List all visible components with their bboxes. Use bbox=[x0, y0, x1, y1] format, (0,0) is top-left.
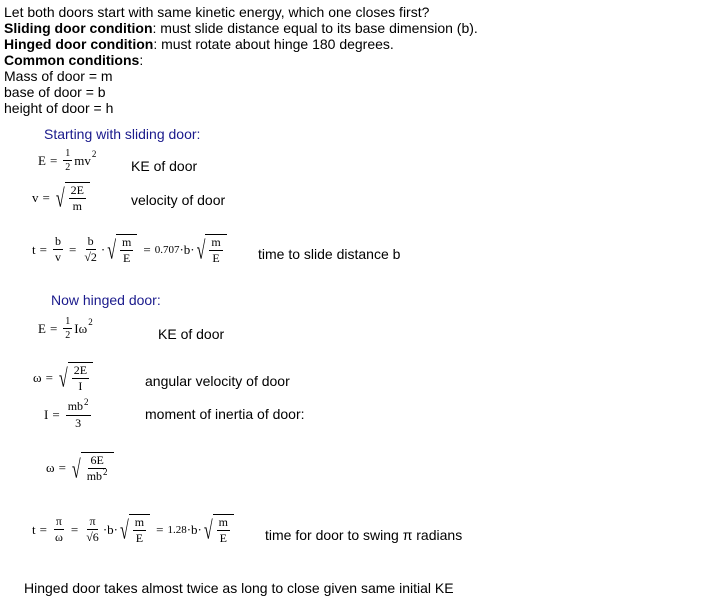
question-text: Let both doors start with same kinetic energy, which one closes first? bbox=[4, 4, 430, 20]
hinged-time-label: time for door to swing π radians bbox=[265, 527, 463, 543]
conclusion-text: Hinged door takes almost twice as long to close given same initial KE bbox=[24, 580, 454, 596]
hinged-ke-label: KE of door bbox=[158, 326, 225, 342]
mass-definition: Mass of door = m bbox=[4, 68, 113, 84]
hinged-condition bbox=[4, 36, 394, 52]
hinged-inertia-equation: I = $\frac{mb^2}{3}$ bbox=[44, 397, 89, 430]
sliding-velocity-label: velocity of door bbox=[131, 192, 226, 208]
sliding-condition-title: Sliding door condition bbox=[4, 20, 153, 36]
common-conditions-title: Common conditions bbox=[4, 52, 140, 68]
hinged-omega-substituted-equation: ω = √ $\frac{6E}{mb^2}$ bbox=[46, 452, 116, 484]
sliding-heading: Starting with sliding door: bbox=[44, 126, 201, 142]
sliding-time-equation: t = $\frac{b}{v}$ = $\frac{b}{√2}$ · √ $\frac{m}{E}$ = 0.707 ·b· √ $\frac{m}{E}$ bbox=[32, 234, 229, 265]
hinged-angular-velocity-equation: ω = √ $\frac{2E}{I}$ bbox=[33, 362, 95, 393]
common-conditions-colon: : bbox=[139, 52, 144, 68]
common-conditions bbox=[4, 52, 143, 68]
sliding-velocity-equation: v = √ $\frac{2E}{m}$ bbox=[32, 182, 92, 213]
sliding-time-label: time to slide distance b bbox=[258, 246, 401, 262]
sliding-ke-label: KE of door bbox=[131, 158, 198, 174]
hinged-angular-velocity-label: angular velocity of door bbox=[145, 373, 290, 389]
hinged-time-coefficient: 1.28 bbox=[167, 523, 187, 536]
sliding-condition-text: : must slide distance equal to its base dimension (b). bbox=[152, 20, 478, 36]
hinged-ke-equation: E = $\frac{1}{2}$ Iω 2 bbox=[38, 316, 93, 341]
height-definition: height of door = h bbox=[4, 100, 114, 116]
sliding-time-coefficient: 0.707 bbox=[154, 243, 180, 256]
hinged-condition-title: Hinged door condition bbox=[4, 36, 154, 52]
hinged-condition-text: : must rotate about hinge 180 degrees. bbox=[153, 36, 394, 52]
sliding-condition bbox=[4, 20, 478, 36]
hinged-time-equation: t = $\frac{\pi}{\omega}$ = $\frac{\pi}{√6}$ ·b· √ $\frac{m}{E}$ = 1.28 ·b· √ $\frac{m}{E}$ bbox=[32, 514, 236, 545]
hinged-inertia-label: moment of inertia of door: bbox=[145, 406, 305, 422]
base-definition: base of door = b bbox=[4, 84, 106, 100]
hinged-heading: Now hinged door: bbox=[51, 292, 161, 308]
sliding-ke-equation: E = $\frac{1}{2}$ mv 2 bbox=[38, 148, 97, 173]
